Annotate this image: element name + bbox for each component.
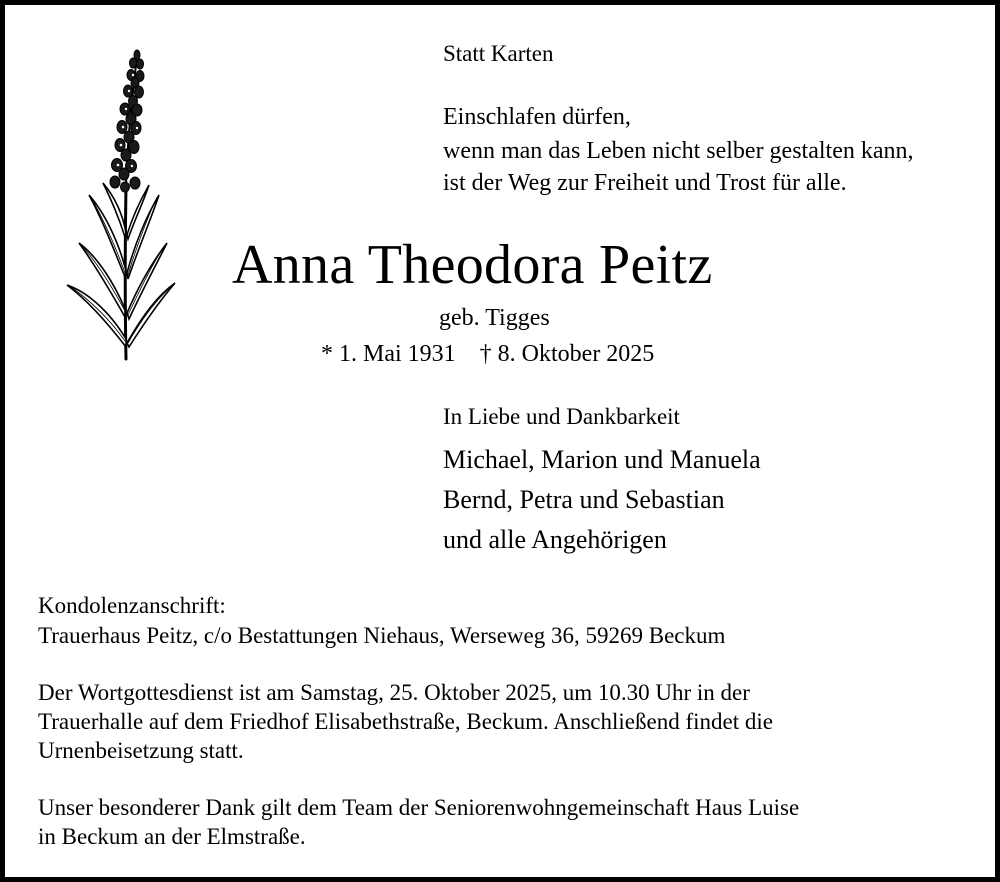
life-dates: * 1. Mai 1931 † 8. Oktober 2025 bbox=[321, 341, 655, 367]
poem-line-2: wenn man das Leben nicht selber gestalten kann, bbox=[443, 138, 914, 164]
poem-line-3: ist der Weg zur Freiheit und Trost für alle. bbox=[443, 170, 847, 196]
poem-line-1: Einschlafen dürfen, bbox=[443, 104, 631, 130]
birth-name: geb. Tigges bbox=[439, 305, 550, 331]
service-line-3: Urnenbeisetzung statt. bbox=[38, 738, 244, 763]
header-label: Statt Karten bbox=[443, 41, 554, 66]
condolence-address: Trauerhaus Peitz, c/o Bestattungen Niehaus, Werseweg 36, 59269 Beckum bbox=[38, 623, 726, 648]
service-line-2: Trauerhalle auf dem Friedhof Elisabethstraße, Beckum. Anschließend findet die bbox=[38, 709, 773, 734]
deceased-name: Anna Theodora Peitz bbox=[232, 234, 713, 296]
mourner-line-1: Michael, Marion und Manuela bbox=[443, 445, 761, 474]
service-line-1: Der Wortgottesdienst ist am Samstag, 25. Oktober 2025, um 10.30 Uhr in der bbox=[38, 680, 750, 705]
condolence-label: Kondolenzanschrift: bbox=[38, 593, 226, 618]
mourner-line-2: Bernd, Petra und Sebastian bbox=[443, 485, 725, 514]
thanks-line-2: in Beckum an der Elmstraße. bbox=[38, 824, 306, 849]
lavender-sprig-icon bbox=[63, 47, 178, 362]
mourner-line-3: und alle Angehörigen bbox=[443, 525, 667, 554]
thanks-line-1: Unser besonderer Dank gilt dem Team der Seniorenwohngemeinschaft Haus Luise bbox=[38, 795, 800, 820]
mourners-intro: In Liebe und Dankbarkeit bbox=[443, 404, 680, 429]
